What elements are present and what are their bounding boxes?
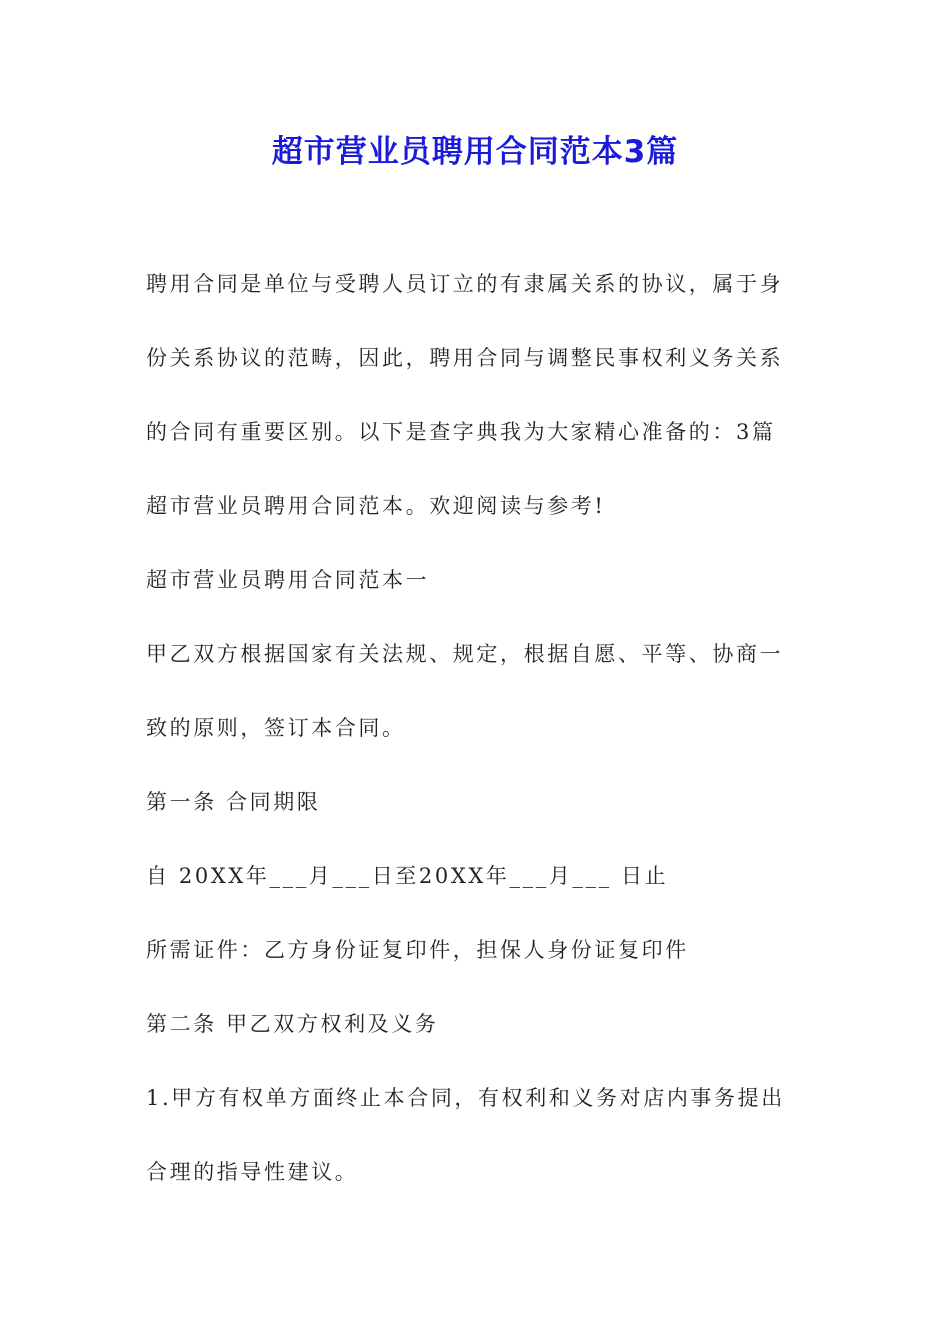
clause-line: 合理的指导性建议。 — [146, 1160, 359, 1184]
document-body — [146, 247, 816, 1209]
intro-line-3: 的合同有重要区别。以下是查字典我为大家精心准备的：3篇 — [146, 420, 776, 444]
paragraph-line: 致的原则，签订本合同。 — [146, 716, 406, 740]
article-heading: 第一条 合同期限 — [146, 790, 321, 814]
intro-line-4: 超市营业员聘用合同范本。欢迎阅读与参考! — [146, 494, 606, 518]
section-heading: 超市营业员聘用合同范本一 — [146, 568, 430, 592]
article-heading: 第二条 甲乙双方权利及义务 — [146, 1012, 439, 1036]
document-title: 超市营业员聘用合同范本3篇 — [271, 134, 679, 170]
clause-line: 1.甲方有权单方面终止本合同，有权利和义务对店内事务提出 — [146, 1086, 785, 1110]
intro-line-2: 份关系协议的范畴，因此，聘用合同与调整民事权利义务关系 — [146, 346, 784, 370]
paragraph-line: 甲乙双方根据国家有关法规、规定，根据自愿、平等、协商一 — [146, 642, 784, 666]
contract-period-line: 自 20XX年___月___日至20XX年___月___ 日止 — [146, 864, 669, 888]
required-documents-line: 所需证件：乙方身份证复印件，担保人身份证复印件 — [146, 938, 689, 962]
intro-line-1: 聘用合同是单位与受聘人员订立的有隶属关系的协议，属于身 — [146, 272, 784, 296]
